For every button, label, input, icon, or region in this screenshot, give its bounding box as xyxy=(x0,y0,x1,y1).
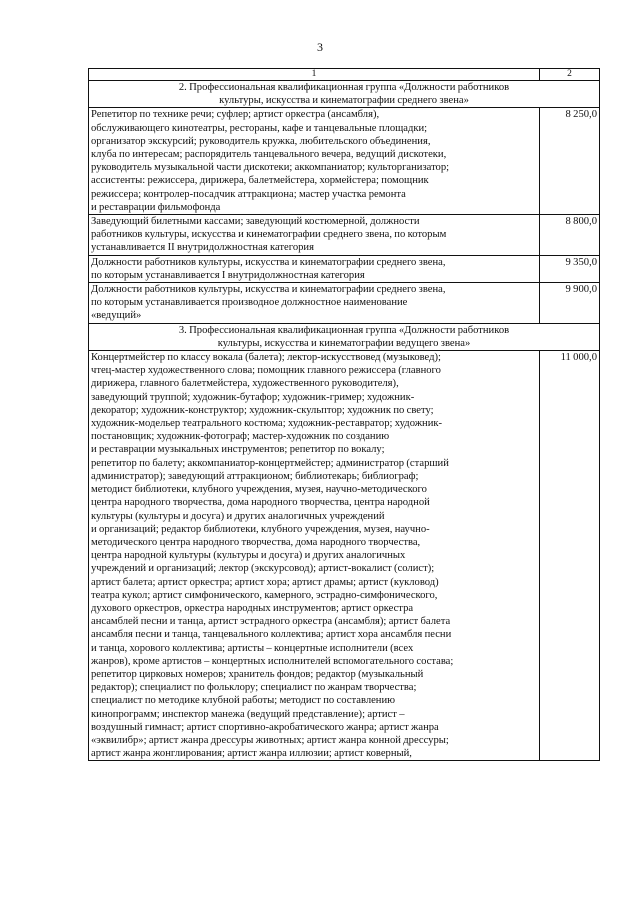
position-text-line: и реставрации музыкальных инструментов; репетитор по вокалу; xyxy=(91,444,385,456)
position-text-line: центра народного творчества, дома народного творчества, центра народной xyxy=(91,497,430,509)
table-header-row xyxy=(89,69,600,81)
position-text-line: обслуживающего кинотеатры, рестораны, кафе и танцевальные площадки; xyxy=(91,122,428,134)
position-text-line: кинопрограмм; инспектор манежа (ведущий представление); артист – xyxy=(91,708,405,720)
page-number: 3 xyxy=(317,40,323,54)
position-text-line: театра кукол; артист симфонического, камерного, эстрадно-симфонического, xyxy=(91,589,438,601)
position-text-line: чтец-мастер художественного слова; помощник главного режиссера (главного xyxy=(91,365,441,377)
group-title-row xyxy=(89,81,600,108)
position-text-line: репетитор цирковых номеров; хранитель фондов; редактор (музыкальный xyxy=(91,668,424,680)
position-text-line: заведующий труппой; художник-бутафор; художник-гример; художник- xyxy=(91,391,415,403)
position-text-line: Концертмейстер по классу вокала (балета); лектор-искусствовед (музыковед); xyxy=(91,352,441,364)
position-text-line: дирижера, главного балетмейстера, художественного руководителя), xyxy=(91,378,399,390)
position-text-line: специалист по методике клубной работы; методист по составлению xyxy=(91,695,396,707)
group-title-line: культуры, искусства и кинематографии ведущего звена» xyxy=(217,337,471,349)
column-header-1: 1 xyxy=(89,69,540,81)
position-text-line: артист жанра жонглирования; артист жанра иллюзии; артист коверный, xyxy=(91,748,412,760)
position-text-line: устанавливается II внутридолжностная категория xyxy=(91,242,314,254)
position-text-line: ансамблей песни и танца, артист эстрадного оркестра (ансамбля); артист балета xyxy=(91,616,451,628)
position-text-line: ансамбля песни и танца, танцевального коллектива; артист хора ансамбля песни xyxy=(91,629,452,641)
position-text-line: методист библиотеки, клубного учреждения, музея, научно-методического xyxy=(91,484,427,496)
position-text-line: методического центра народного творчества, дома народного творчества, xyxy=(91,536,421,548)
position-text-line: по которым устанавливается I внутридолжностная категория xyxy=(91,269,365,281)
table-row xyxy=(89,108,600,215)
table-row xyxy=(89,283,600,324)
position-text-line: по которым устанавливается производное должностное наименование xyxy=(91,297,408,309)
group-title-line: 3. Профессиональная квалификационная группа «Должности работников xyxy=(178,324,510,336)
position-text-line: и реставрации фильмофонда xyxy=(91,201,221,213)
position-text-line: Должности работников культуры, искусства и кинематографии среднего звена, xyxy=(91,256,446,268)
position-text-line: редактор); специалист по фольклору; специалист по жанрам творчества; xyxy=(91,682,417,694)
position-list-cell xyxy=(89,215,540,256)
position-text-line: жанров), кроме артистов – концертных исполнителей вспомогательного состава; xyxy=(91,655,454,667)
position-list-cell xyxy=(89,283,540,324)
position-text-line: Репетитор по технике речи; суфлер; артист оркестра (ансамбля), xyxy=(91,109,380,121)
position-text-line: учреждений и организаций; лектор (экскурсовод); артист-вокалист (солист); xyxy=(91,563,435,575)
table-row xyxy=(89,351,600,761)
position-text-line: артист балета; артист оркестра; артист хора; артист драмы; артист (кукловод) xyxy=(91,576,439,588)
group-title xyxy=(89,81,600,108)
column-header-2: 2 xyxy=(540,69,600,81)
group-title-row xyxy=(89,323,600,350)
group-title xyxy=(89,323,600,350)
salary-value-cell: 9 350,0 xyxy=(540,255,600,282)
position-text-line: Должности работников культуры, искусства и кинематографии среднего звена, xyxy=(91,284,446,296)
position-text-line: и организаций; редактор библиотеки, клубного учреждения, музея, научно- xyxy=(91,523,430,535)
salary-value-cell: 9 900,0 xyxy=(540,283,600,324)
group-title-line: культуры, искусства и кинематографии среднего звена» xyxy=(219,95,469,107)
position-list-cell xyxy=(89,351,540,761)
position-text-line: художник-модельер театрального костюма; художник-реставратор; художник- xyxy=(91,418,443,430)
position-list-cell xyxy=(89,255,540,282)
position-text-line: «эквилибр»; артист жанра дрессуры животных; артист жанра конной дрессуры; xyxy=(91,734,449,746)
salary-table xyxy=(88,68,600,761)
table-row xyxy=(89,215,600,256)
position-text-line: постановщик; художник-фотограф; мастер-художник по созданию xyxy=(91,431,390,443)
salary-value-cell: 11 000,0 xyxy=(540,351,600,761)
salary-value-cell: 8 800,0 xyxy=(540,215,600,256)
group-title-line: 2. Профессиональная квалификационная группа «Должности работников xyxy=(178,82,510,93)
position-list-cell xyxy=(89,108,540,215)
position-text-line: клуба по интересам; распорядитель танцевального вечера, ведущий дискотеки, xyxy=(91,149,447,161)
position-text-line: декоратор; художник-конструктор; художник-скульптор; художник по свету; xyxy=(91,404,434,416)
table-row xyxy=(89,255,600,282)
salary-value-cell: 8 250,0 xyxy=(540,108,600,215)
position-text-line: администратор); заведующий аттракционом; библиотекарь; библиограф; xyxy=(91,470,419,482)
position-text-line: центра народной культуры (культуры и досуга) и других аналогичных xyxy=(91,550,406,562)
position-text-line: и танца, хорового коллектива; артисты – концертные исполнители (всех xyxy=(91,642,414,654)
position-text-line: организатор экскурсий; руководитель кружка, любительского объединения, xyxy=(91,135,431,147)
position-text-line: духового оркестров, оркестра народных инструментов; артист оркестра xyxy=(91,602,414,614)
position-text-line: ассистенты: режиссера, дирижера, балетмейстера, хормейстера; помощник xyxy=(91,175,429,187)
position-text-line: «ведущий» xyxy=(91,310,142,322)
position-text-line: воздушный гимнаст; артист спортивно-акробатического жанра; артист жанра xyxy=(91,721,439,733)
position-text-line: репетитор по балету; аккомпаниатор-концертмейстер; администратор (старший xyxy=(91,457,449,469)
position-text-line: режиссера; контролер-посадчик аттракциона; мастер участка ремонта xyxy=(91,188,406,200)
position-text-line: руководитель музыкальной части дискотеки; аккомпаниатор; культорганизатор; xyxy=(91,162,450,174)
position-text-line: культуры (культуры и досуга) и других аналогичных учреждений xyxy=(91,510,385,522)
position-text-line: работников культуры, искусства и кинематографии среднего звена, по которым xyxy=(91,229,447,241)
position-text-line: Заведующий билетными кассами; заведующий костюмерной, должности xyxy=(91,216,420,228)
